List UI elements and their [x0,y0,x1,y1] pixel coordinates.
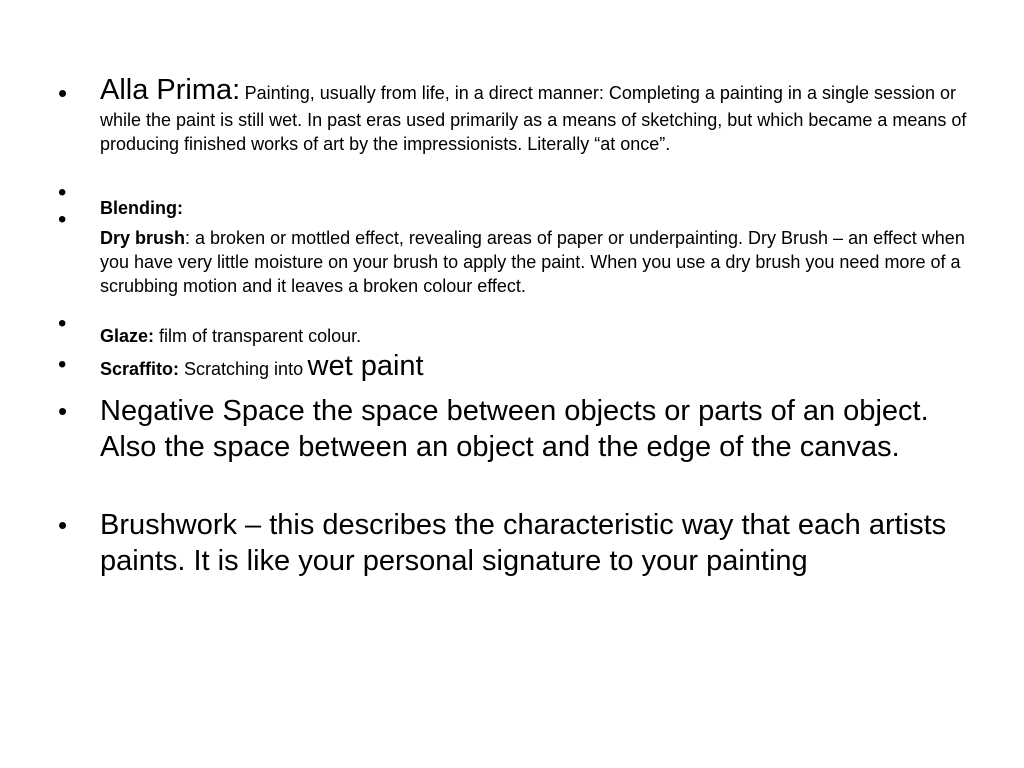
glaze-term: Glaze: [100,326,155,346]
bullet-negative-space: • [58,396,68,426]
blending-item [100,196,970,220]
bullet-brushwork: • [58,510,68,540]
bullet-glaze: • [58,310,67,337]
dry-brush-definition: : a broken or mottled effect, revealing areas of paper or underpainting. Dry Brush – an effect when you have very little moisture on your brush to apply the paint. When you use a dry brush you need more of a scrubbing motion and it leaves a broken colour effect. [100,228,965,296]
glaze-definition: film of transparent colour. [154,326,362,346]
negative-space-item [100,393,970,465]
bullet-alla-prima: • [58,78,68,108]
bullet-scraffito: • [58,351,67,378]
scraffito-tail: wet paint [307,350,424,382]
alla-prima-term: Alla Prima: [100,74,241,106]
alla-prima-item [100,72,970,156]
brushwork-text: Brushwork – this describes the characteristic way that each artists paints. It is like your personal signature to your painting [100,509,947,577]
scraffito-term: Scraffito: [100,359,180,379]
bullet-blending: • [58,206,67,233]
bullet-empty-1: • [58,179,67,206]
scraffito-item [100,348,970,384]
glaze-item [100,324,970,348]
scraffito-definition: Scratching into [179,359,304,379]
dry-brush-term: Dry brush [100,228,186,248]
negative-space-text: Negative Space the space between objects or parts of an object. Also the space between an object and the edge of the canvas. [100,395,929,463]
blending-term: Blending: [100,198,183,218]
brushwork-item [100,507,970,579]
dry-brush-item [100,226,970,298]
alla-prima-definition: Painting, usually from life, in a direct manner: Completing a painting in a single session or while the paint is still wet. In past eras used primarily as a means of sketching, but which became a means of producing finished works of art by the impressionists. Literally “at once”. [100,83,967,154]
